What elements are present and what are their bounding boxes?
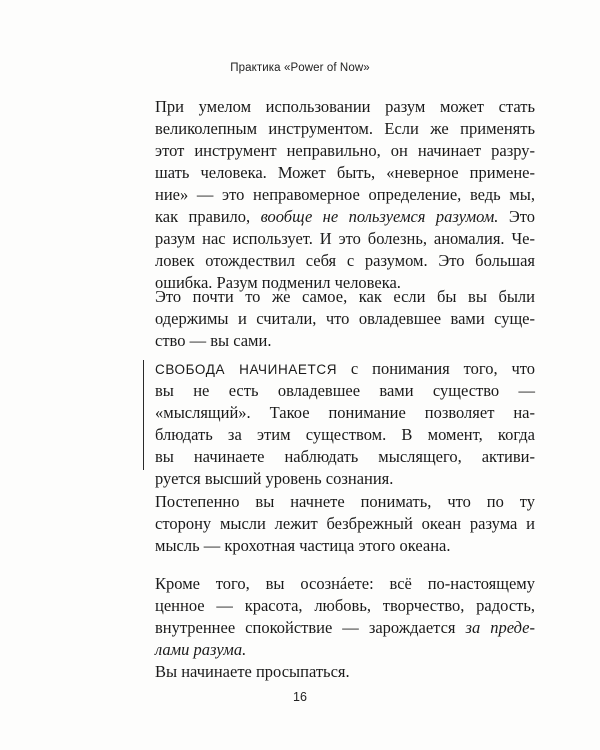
text-line <box>155 639 535 661</box>
text-line: При умелом использовании разум может стать <box>155 97 535 116</box>
text-line: великолепным инструментом. Если же применять <box>155 119 535 138</box>
text-line <box>155 206 535 228</box>
text-line: вы не есть овладевшее вами существо — <box>155 381 535 400</box>
text-line: сторону мысли лежит безбрежный океан разума и <box>155 514 535 533</box>
sidebar-rule <box>143 360 144 470</box>
text-line: ние» — это неправомерное определение, ведь мы, <box>155 185 535 204</box>
emphasis-text: за преде- <box>465 618 535 637</box>
text-line: Это почти то же самое, как если бы вы были <box>155 287 535 306</box>
text-line: разум нас использует. И это болезнь, аномалия. Че- <box>155 229 535 248</box>
page-number: 16 <box>293 690 307 704</box>
highlight-paragraph <box>155 358 535 490</box>
text-line: мысль — крохотная частица этого океана. <box>155 536 451 555</box>
paragraph-4 <box>155 491 535 557</box>
text-segment: Это <box>498 207 535 226</box>
paragraph-5 <box>155 573 535 683</box>
text-line: вы начинаете наблюдать мыслящего, активи- <box>155 447 535 466</box>
paragraph-2 <box>155 286 535 352</box>
text-line: одержимы и считали, что овладевшее вами суще- <box>155 309 535 328</box>
text-line <box>155 617 535 639</box>
text-segment: с понимания того, что <box>337 359 535 378</box>
paragraph-1 <box>155 96 535 294</box>
text-line <box>155 358 535 380</box>
text-line: этот инструмент неправильно, он начинает разру- <box>155 141 535 160</box>
text-line: Вы начинаете просыпаться. <box>155 662 350 681</box>
text-line: ловек отождествил себя с разумом. Это большая <box>155 251 535 270</box>
text-segment: как правило, <box>155 207 261 226</box>
text-segment: внутреннее спокойствие — зарождается <box>155 618 466 637</box>
lead-in-caps: СВОБОДА НАЧИНАЕТСЯ <box>155 362 338 377</box>
emphasis-text: лами разума. <box>155 640 247 659</box>
text-line: «мыслящий». Такое понимание позволяет на- <box>155 403 535 422</box>
text-line: ценное — красота, любовь, творчество, радость, <box>155 596 535 615</box>
emphasis-text: вообще не пользуемся разумом. <box>260 207 499 226</box>
text-line: ошибка. Разум подменил человека. <box>155 273 401 292</box>
running-header: Практика «Power of Now» <box>230 62 370 74</box>
text-line: блюдать за этим существом. В момент, когда <box>155 425 535 444</box>
text-line: шать человека. Может быть, «неверное примене- <box>155 163 535 182</box>
text-line: руется высший уровень сознания. <box>155 469 394 488</box>
text-line: Кроме того, вы осознáете: всё по-настоящему <box>155 574 535 593</box>
text-line: ство — вы сами. <box>155 331 272 350</box>
text-line: Постепенно вы начнете понимать, что по ту <box>155 492 535 511</box>
